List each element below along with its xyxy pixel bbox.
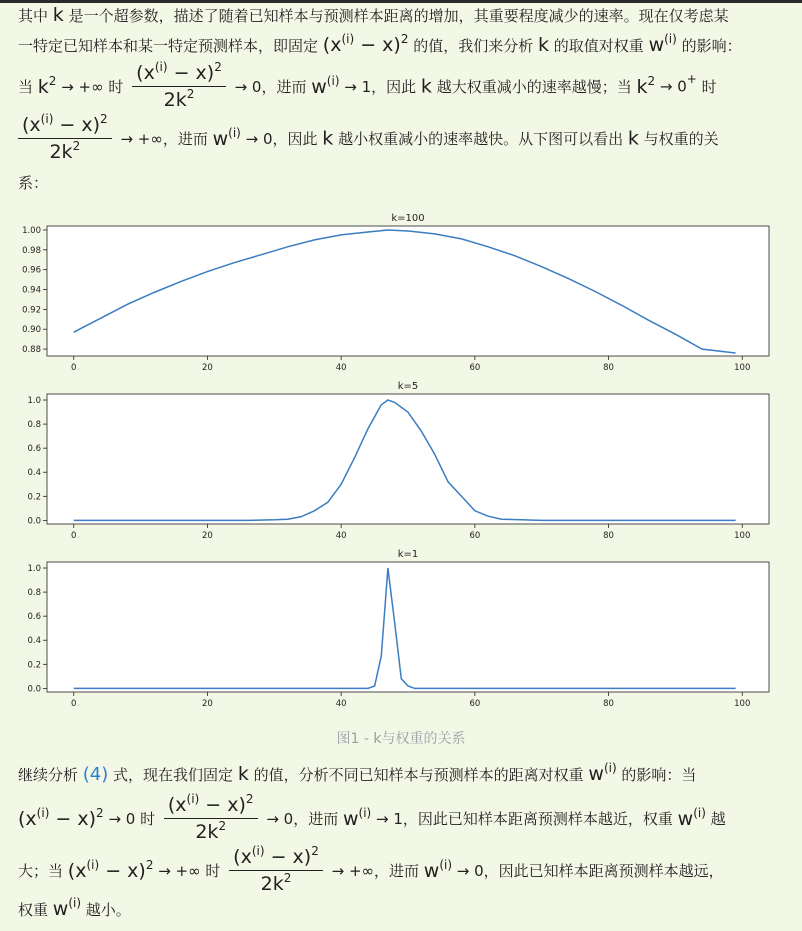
paragraph-1-line-1 bbox=[18, 4, 786, 26]
x-tick-label: 60 bbox=[469, 699, 481, 709]
x-tick-label: 20 bbox=[202, 531, 213, 541]
y-tick-label: 0.0 bbox=[27, 516, 41, 527]
math-k: k bbox=[237, 763, 249, 785]
text: 越小。 bbox=[81, 901, 131, 919]
chart-title: k=1 bbox=[397, 549, 419, 560]
math-k: k bbox=[52, 4, 64, 26]
text: 越大权重减小的速率越慢；当 bbox=[431, 78, 637, 96]
text: 的值，我们来分析 bbox=[408, 37, 538, 55]
y-tick-label: 0.4 bbox=[27, 468, 41, 479]
x-tick-label: 60 bbox=[469, 363, 481, 373]
paragraph-2-line-3 bbox=[18, 846, 786, 895]
chart-k1 bbox=[0, 542, 802, 714]
text: → 0 时 bbox=[103, 810, 156, 828]
chart-k5-svg bbox=[0, 374, 802, 542]
fraction: $\frac{(x^{(i)} - x)^2}{2k^2}$ bbox=[18, 114, 112, 163]
text: → +∞，进而 bbox=[115, 130, 213, 148]
text: → 0，因此 bbox=[240, 130, 323, 148]
y-tick-label: 0.8 bbox=[27, 420, 41, 431]
x-tick-label: 0 bbox=[71, 531, 77, 541]
text: 的取值对权重 bbox=[549, 37, 649, 55]
y-tick-label: 0.8 bbox=[27, 588, 41, 599]
chart-k5 bbox=[0, 374, 802, 542]
math-k: k bbox=[538, 34, 550, 56]
y-tick-label: 0.0 bbox=[27, 684, 41, 695]
math-k-squared: $k^2$ bbox=[37, 73, 57, 98]
text: 大；当 bbox=[18, 862, 68, 880]
text: 越小权重减小的速率越快。从下图可以看出 bbox=[333, 130, 628, 148]
text: → 1，因此已知样本距离预测样本越近，权重 bbox=[371, 810, 678, 828]
math-k-squared: $k^2$ bbox=[636, 73, 656, 98]
math-k: k bbox=[420, 75, 432, 98]
x-tick-label: 80 bbox=[603, 531, 614, 541]
x-tick-label: 80 bbox=[603, 363, 614, 373]
plot-area bbox=[47, 394, 769, 524]
chart-title: k=100 bbox=[391, 213, 425, 224]
x-tick-label: 40 bbox=[335, 699, 347, 709]
text: 式，现在我们固定 bbox=[108, 766, 238, 784]
text: → 0，因此已知样本距离预测样本越远， bbox=[452, 862, 724, 880]
y-tick-label: 1.00 bbox=[22, 225, 41, 236]
x-tick-label: 100 bbox=[734, 363, 751, 373]
text: → +∞，进而 bbox=[326, 862, 424, 880]
text: → 0，进而 bbox=[229, 78, 312, 96]
fraction: $\frac{(x^{(i)} - x)^2}{2k^2}$ bbox=[164, 794, 258, 843]
x-tick-label: 100 bbox=[734, 699, 751, 709]
y-tick-label: 0.94 bbox=[22, 285, 41, 296]
math-w: $w^{(i)}$ bbox=[588, 761, 617, 785]
x-tick-label: 20 bbox=[202, 699, 213, 709]
text: → 0 bbox=[655, 77, 687, 96]
y-tick-label: 0.6 bbox=[27, 612, 41, 623]
text: 系： bbox=[18, 174, 49, 192]
paragraph-1-line-2 bbox=[18, 34, 786, 56]
math-w: $w^{(i)}$ bbox=[423, 857, 453, 882]
y-tick-label: 0.6 bbox=[27, 444, 41, 455]
y-tick-label: 0.90 bbox=[22, 325, 41, 336]
plot-area bbox=[47, 562, 769, 692]
chart-k100-svg bbox=[0, 206, 802, 374]
y-tick-label: 0.98 bbox=[22, 245, 41, 256]
text: 当 bbox=[18, 78, 38, 96]
x-tick-label: 20 bbox=[202, 363, 213, 373]
paragraph-2-line-4 bbox=[18, 898, 786, 920]
math-w: $w^{(i)}$ bbox=[342, 805, 372, 830]
math-expression: $(x^{(i)} - x)^2$ bbox=[322, 32, 409, 56]
y-tick-label: 0.96 bbox=[22, 265, 41, 276]
x-tick-label: 40 bbox=[335, 531, 347, 541]
y-tick-label: 0.4 bbox=[27, 636, 41, 647]
math-w: $w^{(i)}$ bbox=[311, 73, 340, 98]
x-tick-label: 40 bbox=[335, 363, 347, 373]
y-tick-label: 1.0 bbox=[27, 564, 41, 575]
fraction: $\frac{(x^{(i)} - x)^2}{2k^2}$ bbox=[132, 62, 226, 111]
paragraph-2-line-2 bbox=[18, 794, 786, 843]
text: 其中 bbox=[18, 7, 53, 25]
x-tick-label: 80 bbox=[603, 699, 614, 709]
superscript-plus: + bbox=[686, 71, 697, 86]
math-expression: $(x^{(i)} - x)^2$ bbox=[18, 805, 104, 830]
paragraph-1-line-3 bbox=[18, 62, 786, 111]
chart-k100 bbox=[0, 206, 802, 374]
math-w: $w^{(i)}$ bbox=[648, 32, 677, 56]
text: 一特定已知样本和某一特定预测样本，即固定 bbox=[18, 37, 323, 55]
x-tick-label: 100 bbox=[734, 531, 751, 541]
y-tick-label: 0.92 bbox=[22, 305, 41, 316]
top-border bbox=[0, 0, 802, 3]
text: → 1，因此 bbox=[339, 78, 421, 96]
paragraph-1-line-5 bbox=[18, 172, 786, 193]
math-k: k bbox=[322, 127, 334, 150]
math-w: $w^{(i)}$ bbox=[677, 805, 706, 830]
y-tick-label: 0.88 bbox=[22, 345, 41, 356]
text: 的值，分析不同已知样本与预测样本的距离对权重 bbox=[248, 766, 589, 784]
math-w: $w^{(i)}$ bbox=[52, 896, 82, 920]
chart-k1-svg bbox=[0, 542, 802, 714]
paragraph-2-line-1 bbox=[18, 763, 786, 785]
fraction: $\frac{(x^{(i)} - x)^2}{2k^2}$ bbox=[229, 846, 323, 895]
text: 权重 bbox=[18, 901, 53, 919]
chart-title: k=5 bbox=[397, 381, 419, 392]
text: 的影响：当 bbox=[616, 766, 697, 784]
y-tick-label: 1.0 bbox=[27, 396, 41, 407]
math-expression: $(x^{(i)} - x)^2$ bbox=[67, 857, 154, 882]
x-tick-label: 0 bbox=[71, 363, 77, 373]
paragraph-1-line-4 bbox=[18, 114, 786, 163]
text: 越 bbox=[705, 810, 726, 828]
text: 的影响： bbox=[676, 37, 742, 55]
plot-area bbox=[47, 226, 769, 356]
text: 是一个超参数，描述了随着已知样本与预测样本距离的增加，其重要程度减少的速率。现在仅考虑某 bbox=[63, 7, 729, 25]
text: 与权重的关 bbox=[638, 130, 719, 148]
y-tick-label: 0.2 bbox=[27, 660, 41, 671]
text: 时 bbox=[696, 78, 717, 96]
math-w: $w^{(i)}$ bbox=[212, 125, 241, 150]
x-tick-label: 60 bbox=[469, 531, 481, 541]
text: → 0，进而 bbox=[261, 810, 343, 828]
text: → +∞ 时 bbox=[153, 862, 221, 880]
x-tick-label: 0 bbox=[71, 699, 77, 709]
text: → +∞ 时 bbox=[56, 78, 124, 96]
y-tick-label: 0.2 bbox=[27, 492, 41, 503]
math-k: k bbox=[627, 127, 639, 150]
figure-caption: 图1 - k与权重的关系 bbox=[336, 731, 466, 747]
text: 继续分析 bbox=[18, 766, 83, 784]
equation-ref-link[interactable]: (4) bbox=[82, 764, 109, 785]
